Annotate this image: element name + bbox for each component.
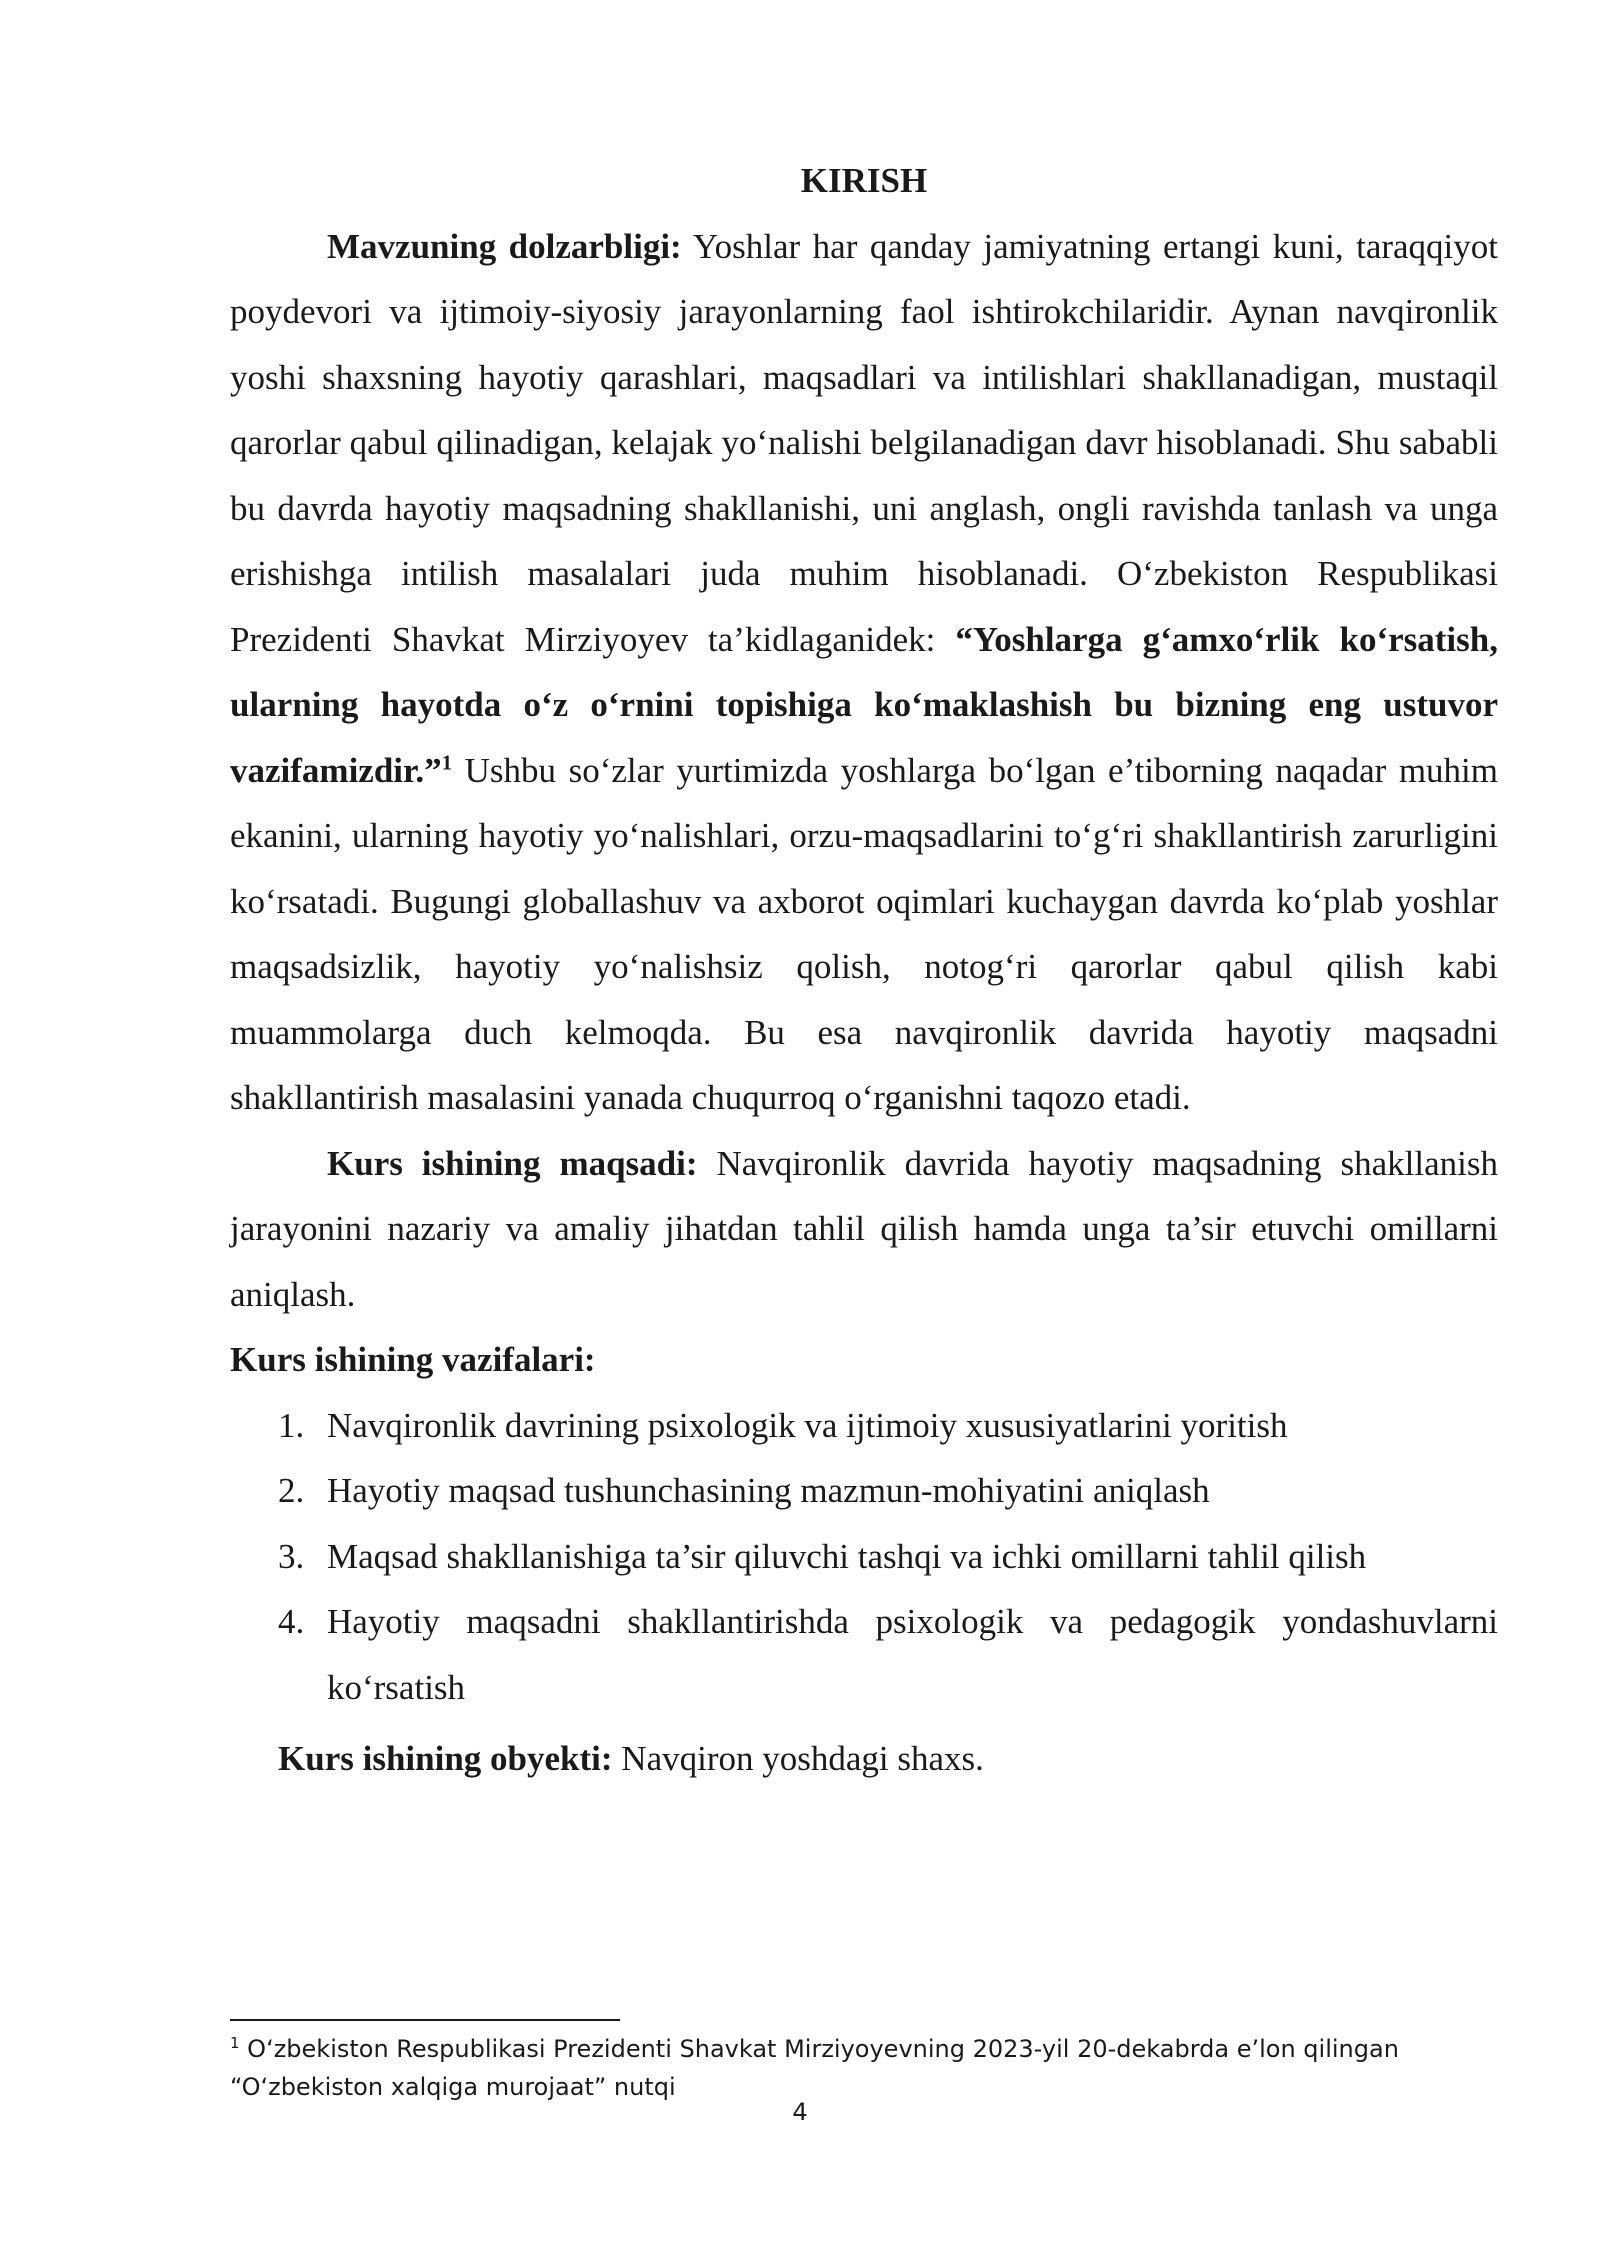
list-item-number: 4.: [278, 1602, 305, 1641]
relevance-text: Yoshlar har qanday jamiyatning ertangi kuni, taraqqiyot poydevori va ijtimoiy-siyosiy jarayonlarning faol ishtirokchilaridir. Aynan navqironlik yoshi shaxsning hayotiy qarashlari, maqsadlari va intilishlari shakllanadigan, mustaqil qarorlar qabul qilinadigan, kelajak yo‘nalishi belgilanadigan davr hisoblanadi. Shu sababli bu davrda hayotiy maqsadning shakllanishi, uni anglash, ongli ravishda tanlash va unga erishishga intilish masalalari juda muhim hisoblanadi. O‘zbekiston Respublikasi Prezidenti Shavkat Mirziyoyev ta’kidlaganidek:: [230, 226, 1498, 659]
tasks-list: [230, 1393, 1498, 1721]
list-item: [230, 1524, 1498, 1590]
president-quote: “Yoshlarga g‘amxo‘rlik ko‘rsatish, ularning hayotda o‘z o‘rnini topishiga ko‘maklashish bu bizning eng ustuvor vazifamizdir.”: [230, 619, 1498, 790]
relevance-paragraph: [230, 214, 1498, 1131]
footnote-separator: [230, 2019, 620, 2021]
list-item-text: Maqsad shakllanishiga ta’sir qiluvchi tashqi va ichki omillarni tahlil qilish: [327, 1536, 1367, 1576]
list-item-text: Hayotiy maqsadni shakllantirishda psixologik va pedagogik yondashuvlarni ko‘rsatish: [327, 1602, 1498, 1707]
list-item-text: Hayotiy maqsad tushunchasining mazmun-mohiyatini aniqlash: [327, 1471, 1210, 1510]
footnote-marker: 1: [230, 2034, 240, 2052]
list-item-number: 3.: [278, 1536, 305, 1576]
footnote-reference: 1: [441, 749, 453, 774]
list-item: [230, 1458, 1498, 1524]
object-paragraph: [230, 1726, 1498, 1792]
object-text: Navqiron yoshdagi shaxs.: [612, 1739, 984, 1778]
footnote-text: O‘zbekiston Respublikasi Prezidenti Shavkat Mirziyoyevning 2023-yil 20-dekabrda e’lon qilingan “O‘zbekiston xalqiga murojaat” nutqi: [230, 2035, 1399, 2101]
list-item-number: 2.: [278, 1471, 305, 1510]
relevance-label: Mavzuning dolzarbligi:: [327, 226, 682, 266]
page-body: [230, 148, 1498, 1792]
list-item-text: Navqironlik davrining psixologik va ijtimoiy xususiyatlarini yoritish: [327, 1405, 1288, 1445]
list-item: [230, 1393, 1498, 1459]
list-item: [230, 1589, 1498, 1720]
list-item-number: 1.: [278, 1405, 305, 1445]
goal-label: Kurs ishining maqsadi:: [327, 1143, 698, 1183]
footnote: [230, 2030, 1498, 2106]
page-number: 4: [792, 2098, 808, 2126]
section-title: KIRISH: [800, 161, 928, 200]
goal-text: Navqironlik davrida hayotiy maqsadning shakllanish jarayonini nazariy va amaliy jihatdan tahlil qilish hamda unga ta’sir etuvchi omillarni aniqlash.: [230, 1143, 1498, 1314]
tasks-heading: Kurs ishining vazifalari:: [230, 1340, 596, 1379]
goal-paragraph: [230, 1131, 1498, 1328]
object-label: Kurs ishining obyekti:: [278, 1739, 613, 1778]
relevance-text-continued: Ushbu so‘zlar yurtimizda yoshlarga bo‘lgan e’tiborning naqadar muhim ekanini, ularning hayotiy yo‘nalishlari, orzu-maqsadlarini to‘g‘ri shakllantirish zarurligini ko‘rsatadi. Bugungi globallashuv va axborot oqimlari kuchaygan davrda ko‘plab yoshlar maqsadsizlik, hayotiy yo‘nalishsiz qolish, notog‘ri qarorlar qabul qilish kabi muammolarga duch kelmoqda. Bu esa navqironlik davrida hayotiy maqsadni shakllantirish masalasini yanada chuqurroq o‘rganishni taqozo etadi.: [230, 750, 1498, 1117]
